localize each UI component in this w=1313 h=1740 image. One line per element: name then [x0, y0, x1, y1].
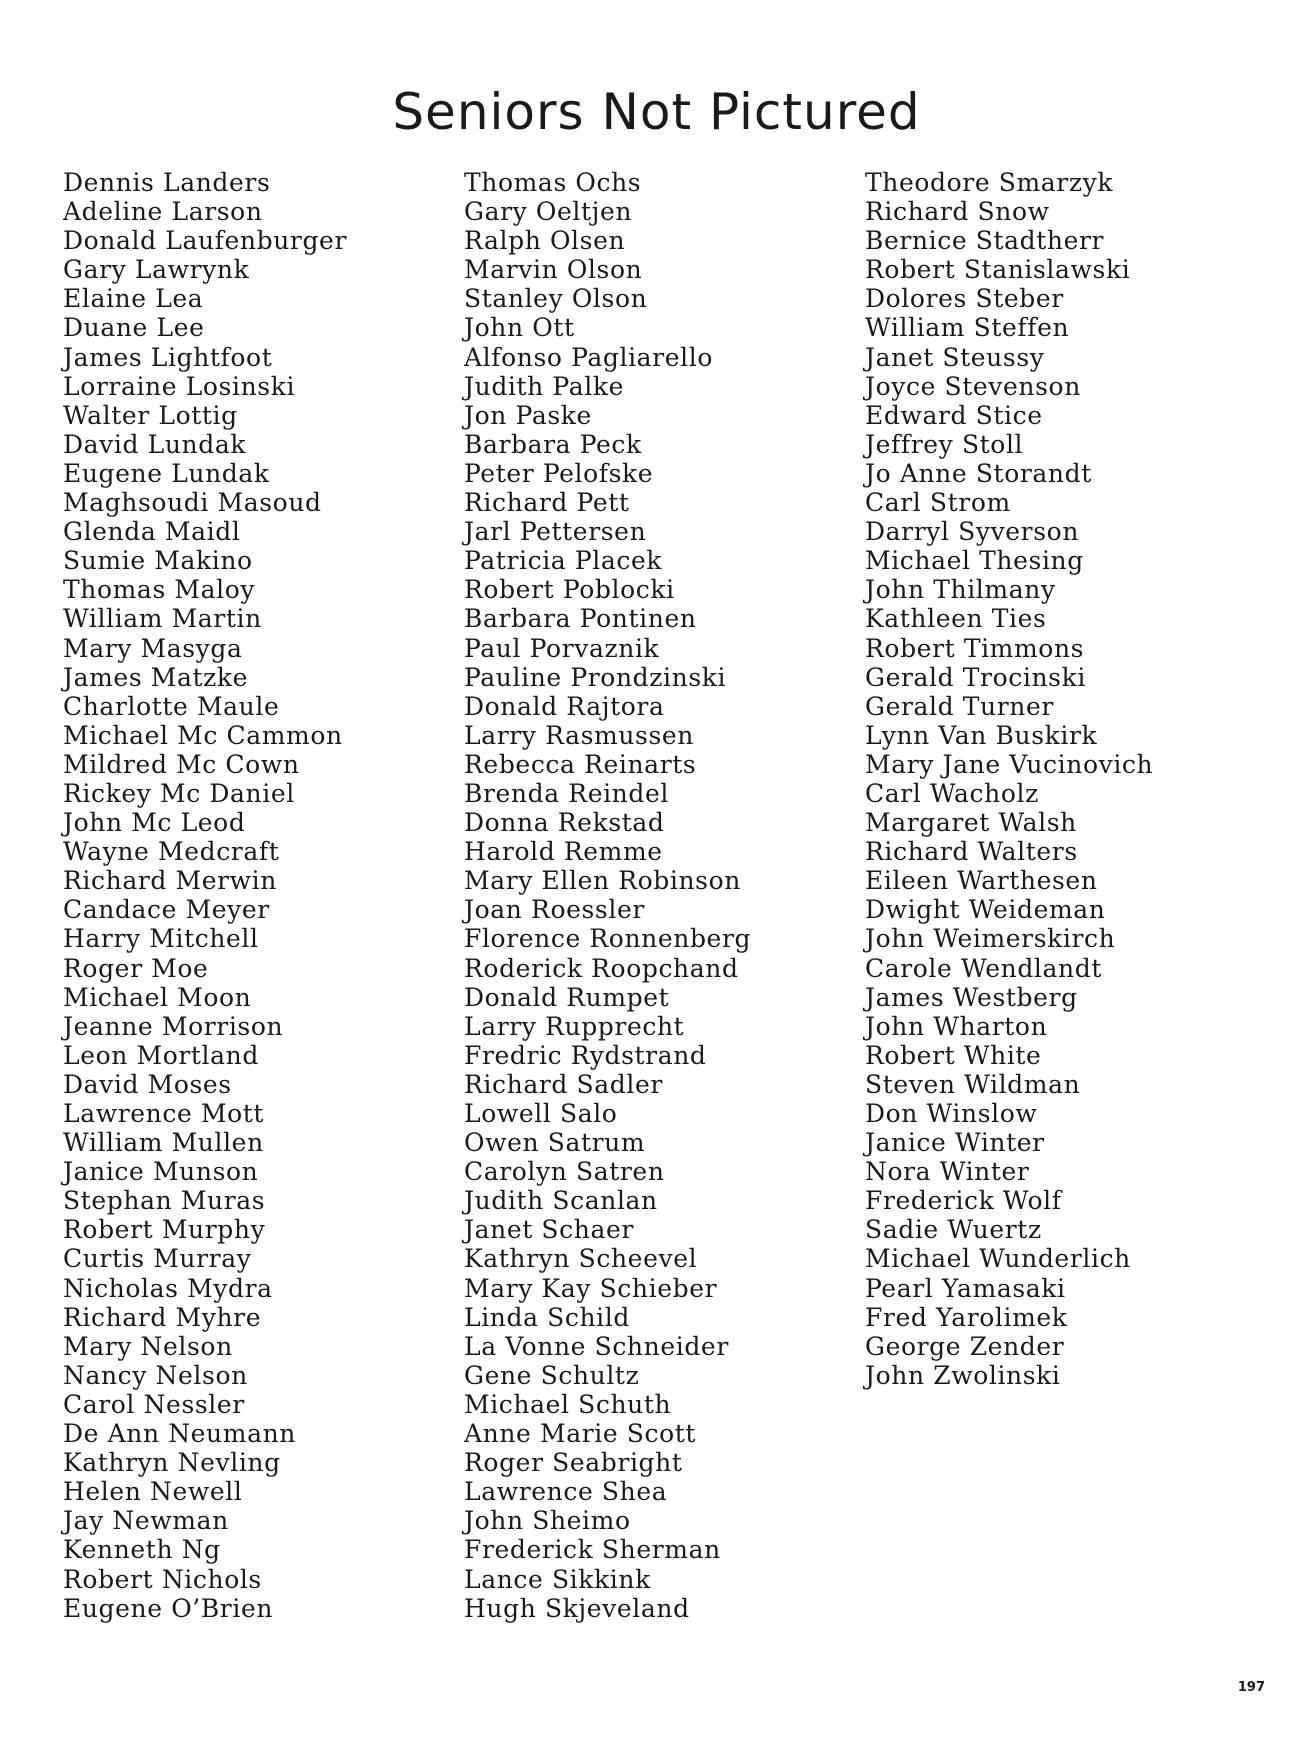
senior-name: Barbara Peck: [464, 429, 642, 459]
senior-name: William Mullen: [63, 1128, 264, 1158]
senior-name: Frederick Sherman: [464, 1535, 721, 1565]
senior-name: Larry Rasmussen: [464, 720, 694, 750]
senior-name: Gene Schultz: [464, 1360, 640, 1390]
senior-name: Leon Mortland: [63, 1040, 259, 1070]
senior-name: George Zender: [865, 1331, 1065, 1361]
senior-name: Wayne Medcraft: [63, 837, 280, 867]
senior-name: Carl Strom: [865, 488, 1011, 518]
senior-name: Judith Palke: [464, 371, 624, 401]
senior-name: Nancy Nelson: [63, 1360, 248, 1390]
senior-name: Frederick Wolf: [865, 1186, 1062, 1216]
senior-name: Gerald Trocinski: [865, 662, 1086, 692]
senior-name: Sumie Makino: [63, 546, 253, 576]
senior-name: John Weimerskirch: [865, 924, 1116, 954]
senior-name: Mary Masyga: [63, 633, 243, 663]
senior-name: Nora Winter: [865, 1157, 1030, 1187]
senior-name: Roger Seabright: [464, 1448, 683, 1478]
senior-name: Janet Schaer: [464, 1215, 634, 1245]
senior-name: John Thilmany: [865, 575, 1056, 605]
senior-name: Kathleen Ties: [865, 604, 1047, 634]
senior-name: Mildred Mc Cown: [63, 749, 300, 779]
senior-name: Michael Mc Cammon: [63, 720, 343, 750]
name-column-3: [865, 168, 1153, 1390]
name-column-2: [464, 168, 751, 1623]
senior-name: James Matzke: [63, 662, 249, 692]
senior-name: Fred Yarolimek: [865, 1302, 1068, 1332]
senior-name: Marvin Olson: [464, 255, 643, 285]
senior-name: Stephan Muras: [63, 1186, 266, 1216]
senior-name: Jeffrey Stoll: [865, 429, 1024, 459]
senior-name: Jeanne Morrison: [63, 1011, 284, 1041]
senior-name: Robert Murphy: [63, 1215, 266, 1245]
senior-name: Richard Merwin: [63, 866, 277, 896]
senior-name: Mary Ellen Robinson: [464, 866, 741, 896]
senior-name: Dwight Weideman: [865, 895, 1106, 925]
senior-name: Janet Steussy: [865, 342, 1045, 372]
senior-name: Donald Laufenburger: [63, 226, 348, 256]
senior-name: Gary Lawrynk: [63, 255, 250, 285]
senior-name: David Lundak: [63, 429, 247, 459]
senior-name: Patricia Placek: [464, 546, 663, 576]
senior-name: William Steffen: [865, 313, 1070, 343]
senior-name: Carolyn Satren: [464, 1157, 665, 1187]
senior-name: Walter Lottig: [63, 400, 238, 430]
senior-name: Lance Sikkink: [464, 1564, 651, 1594]
senior-name: Lynn Van Buskirk: [865, 720, 1098, 750]
senior-name: Bernice Stadtherr: [865, 226, 1105, 256]
senior-name: Richard Pett: [464, 488, 630, 518]
senior-name: William Martin: [63, 604, 262, 634]
senior-name: Candace Meyer: [63, 895, 270, 925]
senior-name: Judith Scanlan: [464, 1186, 658, 1216]
senior-name: James Westberg: [865, 982, 1078, 1012]
senior-name: John Ott: [464, 313, 575, 343]
senior-name: Eileen Warthesen: [865, 866, 1098, 896]
senior-name: Rickey Mc Daniel: [63, 778, 295, 808]
senior-name: Steven Wildman: [865, 1069, 1081, 1099]
senior-name: Richard Myhre: [63, 1302, 262, 1332]
senior-name: Carole Wendlandt: [865, 953, 1102, 983]
senior-name: Paul Porvaznik: [464, 633, 660, 663]
senior-name: Donna Rekstad: [464, 808, 665, 838]
senior-name: Pauline Prondzinski: [464, 662, 727, 692]
senior-name: Mary Jane Vucinovich: [865, 749, 1154, 779]
senior-name: Adeline Larson: [63, 197, 263, 227]
senior-name: Kenneth Ng: [63, 1535, 221, 1565]
name-column-1: [63, 168, 347, 1623]
senior-name: De Ann Neumann: [63, 1419, 296, 1449]
senior-name: Theodore Smarzyk: [865, 168, 1114, 197]
senior-name: Maghsoudi Masoud: [63, 488, 322, 518]
senior-name: Dennis Landers: [63, 168, 271, 197]
senior-name: Mary Kay Schieber: [464, 1273, 718, 1303]
page-title: Seniors Not Pictured: [392, 83, 921, 141]
senior-name: Richard Snow: [865, 197, 1050, 227]
senior-name: Michael Thesing: [865, 546, 1084, 576]
senior-name: Joan Roessler: [464, 895, 645, 925]
senior-name: Roger Moe: [63, 953, 209, 983]
senior-name: Lorraine Losinski: [63, 371, 296, 401]
senior-name: John Wharton: [865, 1011, 1048, 1041]
senior-name: Harold Remme: [464, 837, 663, 867]
senior-name: Brenda Reindel: [464, 778, 669, 808]
senior-name: Donald Rumpet: [464, 982, 670, 1012]
senior-name: Mary Nelson: [63, 1331, 233, 1361]
senior-name: Helen Newell: [63, 1477, 243, 1507]
senior-name: Thomas Maloy: [63, 575, 256, 605]
senior-name: Alfonso Pagliarello: [464, 342, 713, 372]
senior-name: Pearl Yamasaki: [865, 1273, 1066, 1303]
senior-name: Richard Walters: [865, 837, 1078, 867]
senior-name: Margaret Walsh: [865, 808, 1077, 838]
senior-name: Janice Winter: [865, 1128, 1045, 1158]
senior-name: Owen Satrum: [464, 1128, 646, 1158]
senior-name: Darryl Syverson: [865, 517, 1080, 547]
senior-name: Eugene Lundak: [63, 458, 270, 488]
senior-name: Elaine Lea: [63, 284, 204, 314]
senior-name: Michael Wunderlich: [865, 1244, 1131, 1274]
senior-name: Jay Newman: [63, 1506, 229, 1536]
senior-name: Carol Nessler: [63, 1389, 245, 1419]
senior-name: Janice Munson: [63, 1157, 259, 1187]
senior-name: Joyce Stevenson: [865, 371, 1081, 401]
senior-name: Gary Oeltjen: [464, 197, 633, 227]
senior-name: Peter Pelofske: [464, 458, 654, 488]
page-number: 197: [1237, 1680, 1265, 1695]
senior-name: Roderick Roopchand: [464, 953, 739, 983]
senior-name: Anne Marie Scott: [464, 1419, 697, 1449]
senior-name: John Zwolinski: [865, 1360, 1061, 1390]
senior-name: Jarl Pettersen: [464, 517, 647, 547]
senior-name: Duane Lee: [63, 313, 205, 343]
senior-name: La Vonne Schneider: [464, 1331, 729, 1361]
senior-name: Kathryn Nevling: [63, 1448, 281, 1478]
senior-name: Jo Anne Storandt: [865, 458, 1092, 488]
senior-name: Gerald Turner: [865, 691, 1054, 721]
senior-name: Florence Ronnenberg: [464, 924, 752, 954]
senior-name: Lawrence Shea: [464, 1477, 668, 1507]
senior-name: Donald Rajtora: [464, 691, 665, 721]
senior-name: Eugene O’Brien: [63, 1593, 274, 1623]
senior-name: Glenda Maidl: [63, 517, 241, 547]
senior-name: Larry Rupprecht: [464, 1011, 685, 1041]
senior-name: Michael Schuth: [464, 1389, 672, 1419]
senior-name: Fredric Rydstrand: [464, 1040, 707, 1070]
senior-name: Sadie Wuertz: [865, 1215, 1042, 1245]
senior-name: Stanley Olson: [464, 284, 648, 314]
senior-name: Dolores Steber: [865, 284, 1064, 314]
senior-name: Lowell Salo: [464, 1099, 618, 1128]
senior-name: Kathryn Scheevel: [464, 1244, 698, 1274]
senior-name: Lawrence Mott: [63, 1099, 265, 1128]
senior-name: Robert Stanislawski: [865, 255, 1131, 285]
senior-name: Don Winslow: [865, 1099, 1038, 1128]
senior-name: Ralph Olsen: [464, 226, 626, 256]
senior-name: Harry Mitchell: [63, 924, 259, 954]
senior-name: Curtis Murray: [63, 1244, 252, 1274]
senior-name: Robert Nichols: [63, 1564, 262, 1594]
senior-name: Richard Sadler: [464, 1069, 663, 1099]
senior-name: Michael Moon: [63, 982, 252, 1012]
senior-name: Robert White: [865, 1040, 1042, 1070]
senior-name: Edward Stice: [865, 400, 1043, 430]
senior-name: Robert Poblocki: [464, 575, 675, 605]
senior-name: Barbara Pontinen: [464, 604, 697, 634]
senior-name: Hugh Skjeveland: [464, 1593, 690, 1623]
senior-name: Thomas Ochs: [464, 168, 642, 197]
senior-name: Rebecca Reinarts: [464, 749, 697, 779]
senior-name: Linda Schild: [464, 1302, 630, 1332]
senior-name: Robert Timmons: [865, 633, 1085, 663]
senior-name: David Moses: [63, 1069, 232, 1099]
senior-name: Jon Paske: [464, 400, 592, 430]
senior-name: James Lightfoot: [63, 342, 273, 372]
senior-name: John Sheimo: [464, 1506, 631, 1536]
senior-name: Carl Wacholz: [865, 778, 1039, 808]
senior-name: Charlotte Maule: [63, 691, 280, 721]
senior-name: John Mc Leod: [63, 808, 246, 838]
senior-name: Nicholas Mydra: [63, 1273, 273, 1303]
